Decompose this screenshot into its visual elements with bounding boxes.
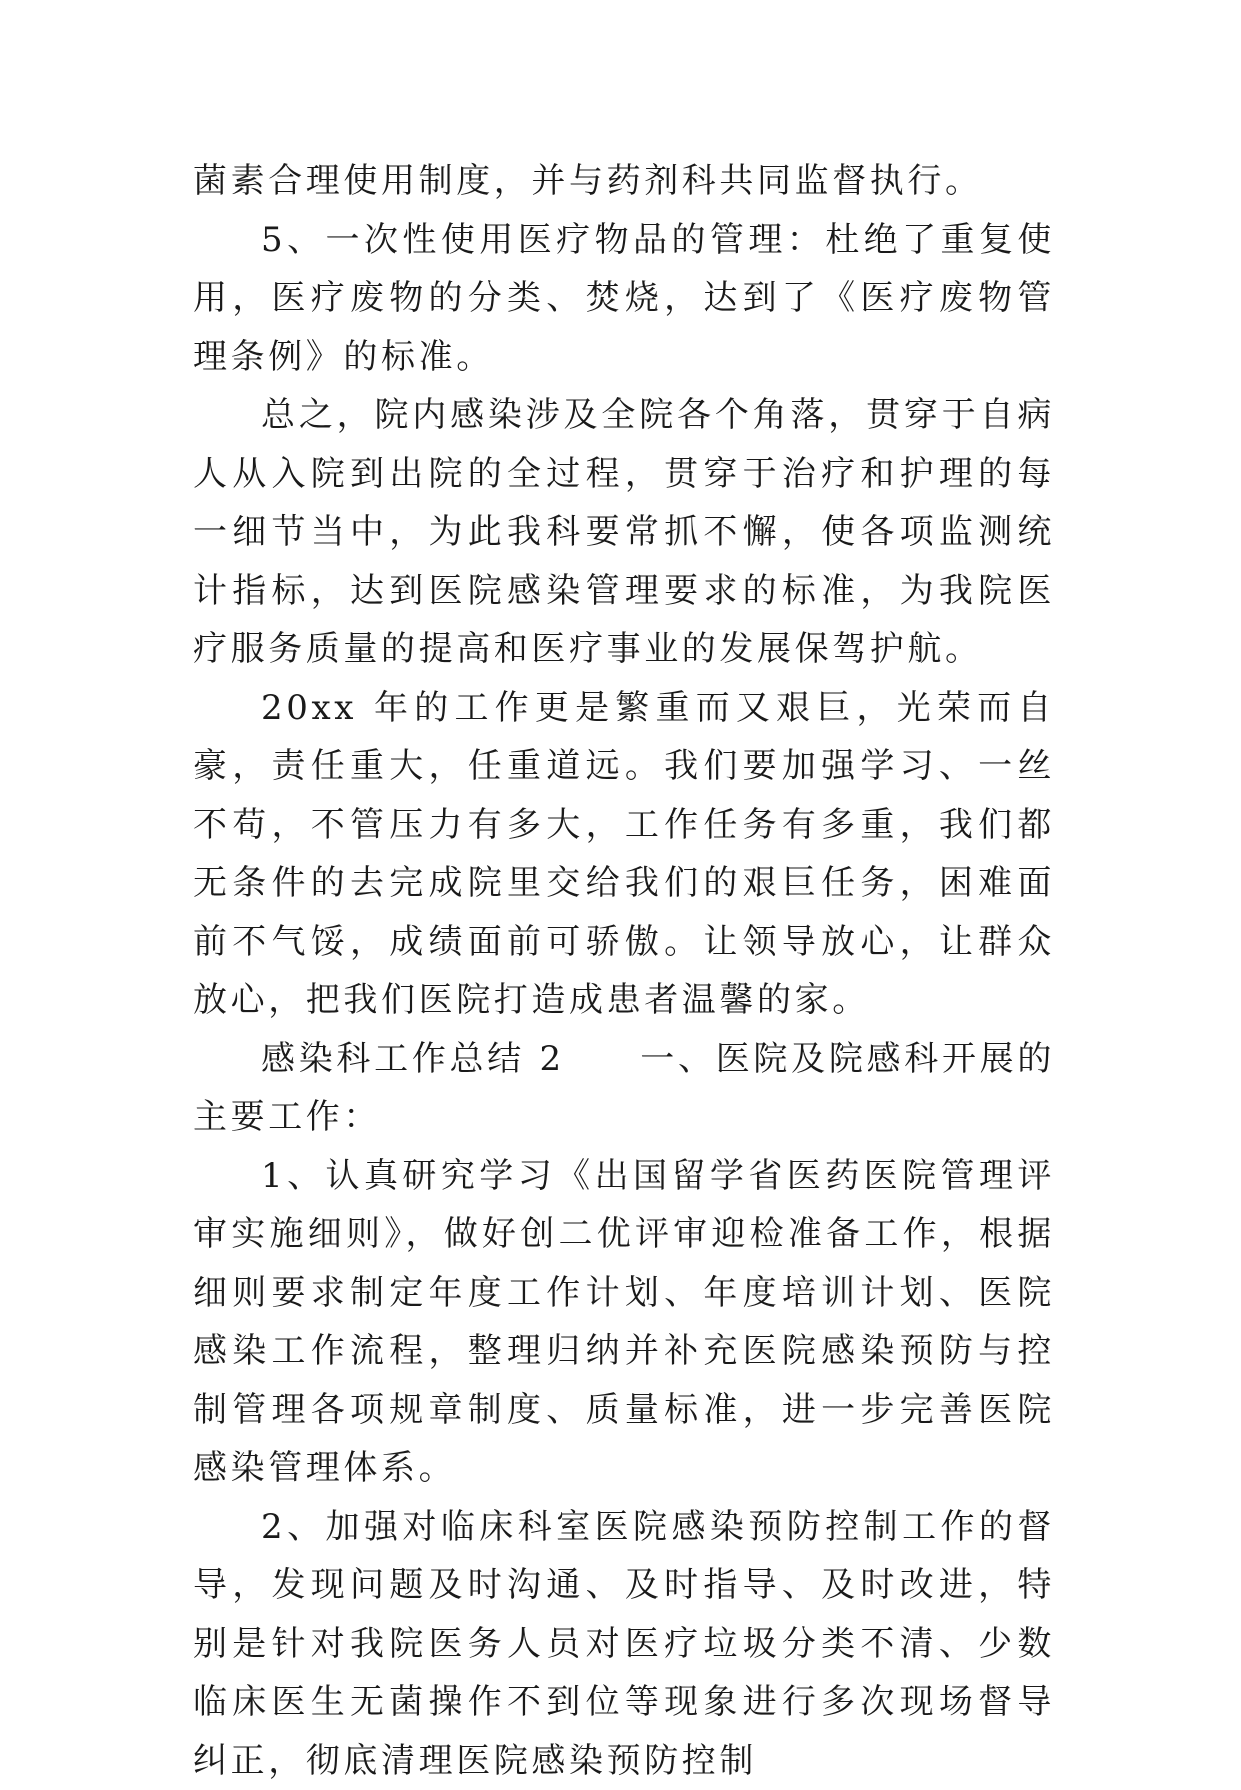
paragraph-item-2: 2、加强对临床科室医院感染预防控制工作的督导，发现问题及时沟通、及时指导、及时改进，特别是针对我院医务人员对医疗垃圾分类不清、少数临床医生无菌操作不到位等现象进行多次现场督导纠正，彻底清理医院感染预防控制: [193, 1498, 1055, 1790]
paragraph-outlook: 20xx 年的工作更是繁重而又艰巨，光荣而自豪，责任重大，任重道远。我们要加强学习、一丝不苟，不管压力有多大，工作任务有多重，我们都无条件的去完成院里交给我们的艰巨任务，困难面前不气馁，成绩面前可骄傲。让领导放心，让群众放心，把我们医院打造成患者温馨的家。: [193, 679, 1055, 1030]
paragraph-item-1: 1、认真研究学习《出国留学省医药医院管理评审实施细则》，做好创二优评审迎检准备工作，根据细则要求制定年度工作计划、年度培训计划、医院感染工作流程，整理归纳并补充医院感染预防与控制管理各项规章制度、质量标准，进一步完善医院感染管理体系。: [193, 1147, 1055, 1498]
paragraph-item-5: 5、一次性使用医疗物品的管理：杜绝了重复使用，医疗废物的分类、焚烧，达到了《医疗废物管理条例》的标准。: [193, 211, 1055, 387]
section-heading: 感染科工作总结 2 一、医院及院感科开展的主要工作：: [193, 1030, 1055, 1147]
paragraph-summary: 总之，院内感染涉及全院各个角落，贯穿于自病人从入院到出院的全过程，贯穿于治疗和护理的每一细节当中，为此我科要常抓不懈，使各项监测统计指标，达到医院感染管理要求的标准，为我院医疗服务质量的提高和医疗事业的发展保驾护航。: [193, 386, 1055, 679]
paragraph-continuation: 菌素合理使用制度，并与药剂科共同监督执行。: [193, 152, 1055, 211]
document-body: [193, 152, 1055, 1790]
